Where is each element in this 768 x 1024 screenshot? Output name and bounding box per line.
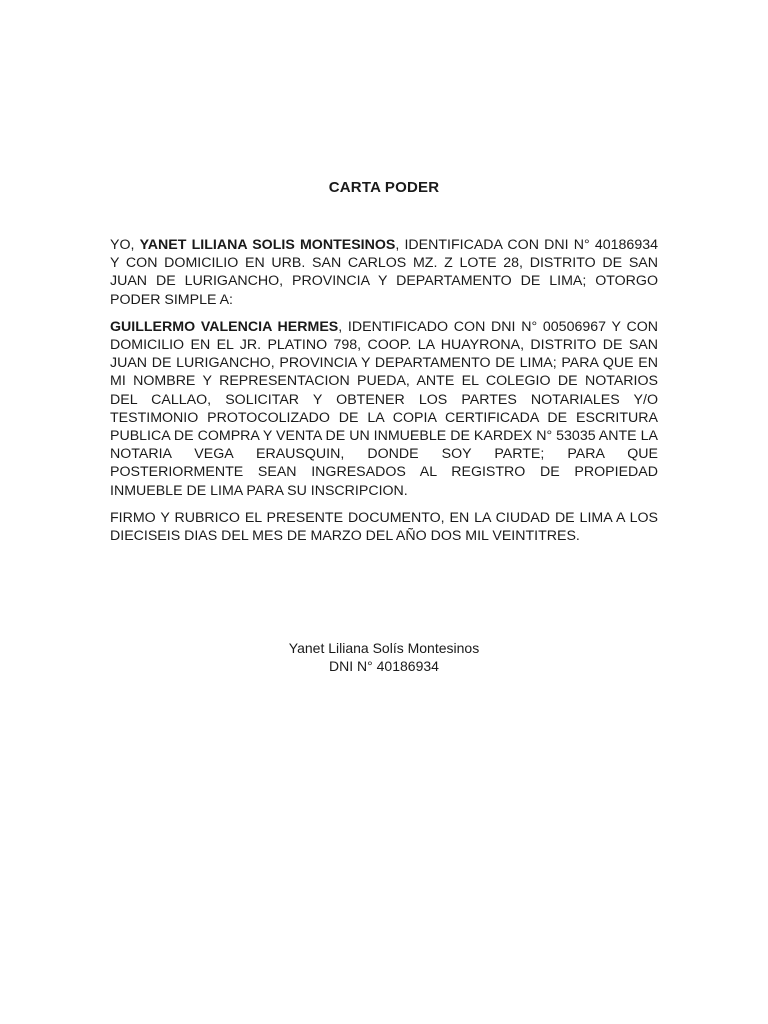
paragraph-grantor-prefix: YO,: [110, 237, 140, 253]
signature-dni: DNI N° 40186934: [329, 658, 439, 674]
signature-name: Yanet Liliana Solís Montesinos: [288, 640, 480, 656]
paragraph-grantor: [110, 236, 658, 309]
paragraph-attorney: [110, 318, 658, 500]
document-body: [110, 236, 658, 554]
grantor-name: YANET LILIANA SOLIS MONTESINOS: [139, 237, 396, 253]
paragraph-signing: [110, 509, 658, 545]
document-title: CARTA PODER: [328, 179, 440, 196]
attorney-name: GUILLERMO VALENCIA HERMES: [110, 318, 339, 335]
paragraph-signing-text: FIRMO Y RUBRICO EL PRESENTE DOCUMENTO, EN LA CIUDAD DE LIMA A LOS DIECISEIS DIAS DEL MES DE MARZO DEL AÑO DOS MIL VEINTITRES.: [110, 509, 658, 545]
paragraph-attorney-text: , IDENTIFICADO CON DNI N° 00506967 Y CON DOMICILIO EN EL JR. PLATINO 798, COOP. LA HUAYRONA, DISTRITO DE SAN JUAN DE LURIGANCHO, PROVINCIA Y DEPARTAMENTO DE LIMA; PARA QUE EN MI NOMBRE Y REPRESENTACION PUEDA, ANTE EL COLEGIO DE NOTARIOS DEL CALLAO, SOLICITAR Y OBTENER LOS PARTES NOTARIALES Y/O TESTIMONIO PROTOCOLIZADO DE LA COPIA CERTIFICADA DE ESCRITURA PUBLICA DE COMPRA Y VENTA DE UN INMUEBLE DE KARDEX N° 53035 ANTE LA NOTARIA VEGA ERAUSQUIN, DONDE SOY PARTE; PARA QUE POSTERIORMENTE SEAN INGRESADOS AL REGISTRO DE PROPIEDAD INMUEBLE DE LIMA PARA SU INSCRIPCION.: [110, 318, 658, 499]
paragraph-grantor-text: , IDENTIFICADA CON DNI N° 40186934 Y CON DOMICILIO EN URB. SAN CARLOS MZ. Z LOTE 28, DISTRITO DE SAN JUAN DE LURIGANCHO, PROVINCIA Y DEPARTAMENTO DE LIMA; OTORGO PODER SIMPLE A:: [110, 237, 658, 308]
signature-block: [0, 639, 768, 675]
